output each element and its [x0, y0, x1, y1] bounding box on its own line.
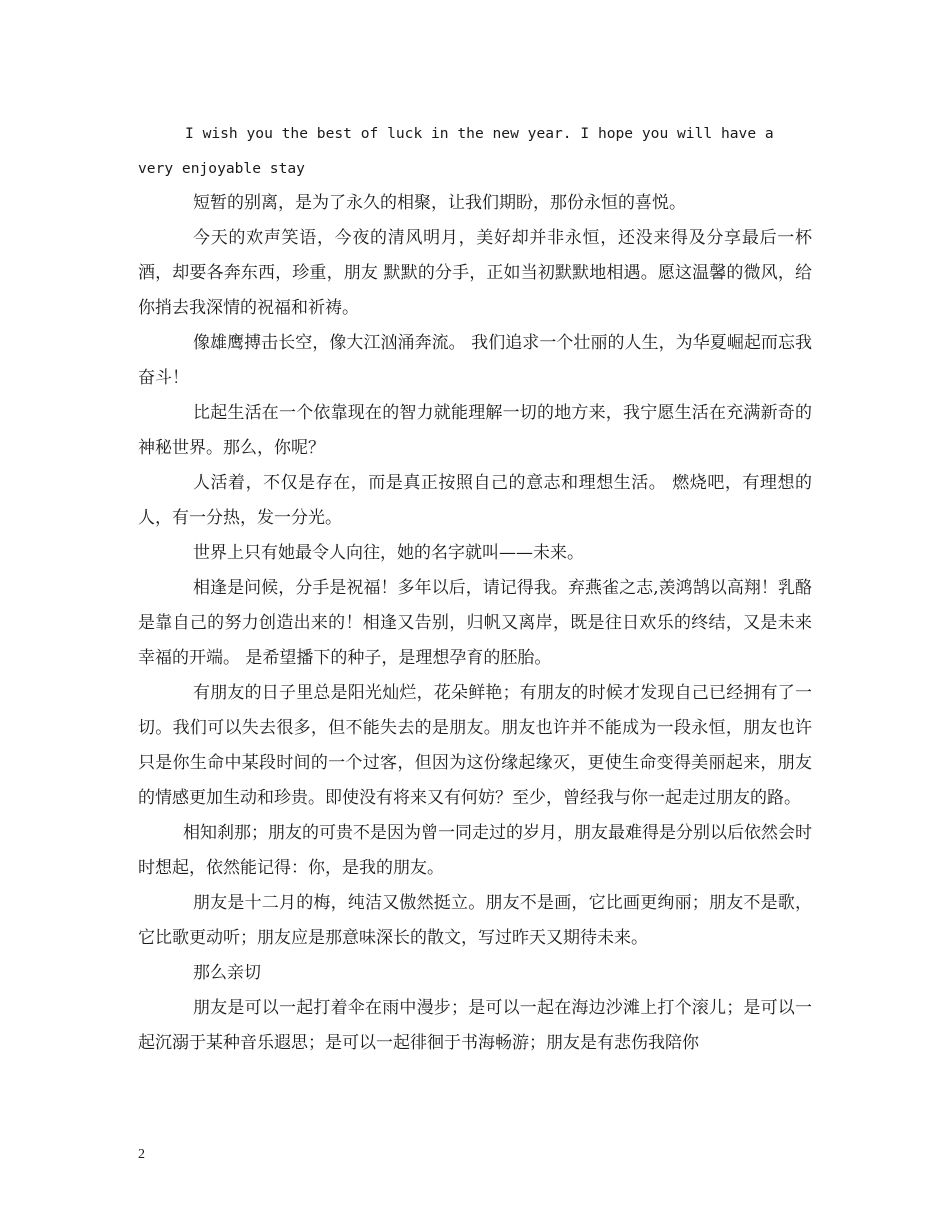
- paragraph: 那么亲切: [193, 963, 261, 983]
- paragraph: 比起生活在一个依靠现在的智力就能理解一切的地方来，我宁愿生活在充满新奇的神秘世界。那么，你呢？: [138, 403, 812, 458]
- paragraph: 朋友是可以一起打着伞在雨中漫步；是可以一起在海边沙滩上打个滚儿；是可以一起沉溺于某种音乐遐思；是可以一起徘徊于书海畅游；朋友是有悲伤我陪你: [138, 998, 812, 1053]
- paragraph: 短暂的别离，是为了永久的相聚，让我们期盼，那份永恒的喜悦。: [193, 193, 686, 213]
- paragraph: 人活着，不仅是存在，而是真正按照自己的意志和理想生活。 燃烧吧，有理想的人，有一分热，发一分光。: [138, 473, 812, 528]
- paragraph: 世界上只有她最令人向往，她的名字就叫——未来。: [193, 543, 584, 563]
- page-number: 2: [138, 1147, 145, 1162]
- paragraph: 相逢是问候，分手是祝福！多年以后，请记得我。弃燕雀之志,羡鸿鹄以高翔！乳酪是靠自己的努力创造出来的！相逢又告别，归帆又离岸，既是往日欢乐的终结，又是未来幸福的开端。 是希望播下的种子，是理想孕育的胚胎。: [138, 578, 812, 668]
- paragraph: 有朋友的日子里总是阳光灿烂，花朵鲜艳；有朋友的时候才发现自己已经拥有了一切。我们可以失去很多，但不能失去的是朋友。朋友也许并不能成为一段永恒，朋友也许只是你生命中某段时间的一个过客，但因为这份缘起缘灭，更使生命变得美丽起来，朋友的情感更加生动和珍贵。即使没有将来又有何妨？至少，曾经我与你一起走过朋友的路。: [138, 683, 812, 808]
- paragraph: 朋友是十二月的梅，纯洁又傲然挺立。朋友不是画，它比画更绚丽；朋友不是歌，它比歌更动听；朋友应是那意味深长的散文，写过昨天又期待未来。: [138, 893, 812, 948]
- document-body: [138, 116, 812, 1061]
- paragraph: 像雄鹰搏击长空，像大江汹涌奔流。 我们追求一个壮丽的人生，为华夏崛起而忘我奋斗！: [138, 333, 812, 388]
- paragraph: 相知刹那；朋友的可贵不是因为曾一同走过的岁月，朋友最难得是分别以后依然会时时想起，依然能记得：你，是我的朋友。: [138, 823, 812, 878]
- paragraph-english-greeting: I wish you the best of luck in the new year. I hope you will have a very enjoyable stay: [138, 125, 774, 177]
- paragraph: 今天的欢声笑语，今夜的清风明月，美好却并非永恒，还没来得及分享最后一杯酒，却要各奔东西，珍重，朋友 默默的分手，正如当初默默地相遇。愿这温馨的微风，给你捎去我深情的祝福和祈祷。: [138, 228, 812, 318]
